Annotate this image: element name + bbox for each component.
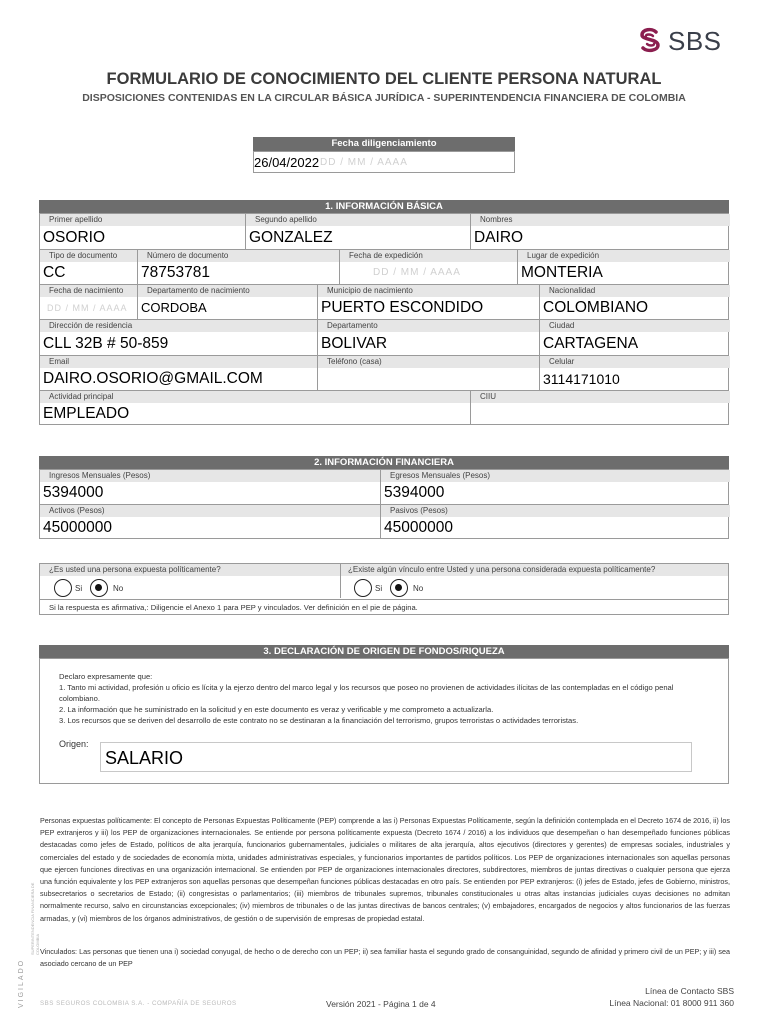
field-nombres[interactable]: DAIRO (474, 229, 524, 246)
fecha-diligenciamiento-box (253, 137, 515, 173)
fecha-diligenciamiento-label: Fecha diligenciamiento (253, 137, 515, 151)
field-segundo-apellido[interactable]: GONZALEZ (249, 229, 333, 246)
pep2-no-radio[interactable] (390, 579, 408, 597)
field-ciudad[interactable]: CARTAGENA (543, 335, 639, 352)
pep2-no-label: No (413, 584, 424, 593)
field-numero-documento[interactable]: 78753781 (141, 264, 210, 281)
label-email: Email (49, 357, 70, 366)
declaracion-item-3: 3. Los recursos que se deriven del desarrollo de este contrato no se destinaran a la financiación del terrorismo, grupos terroristas o actividades terroristas. (59, 716, 579, 725)
field-ingresos[interactable]: 5394000 (43, 484, 104, 501)
label-ciiu: CIIU (480, 392, 496, 401)
field-pasivos[interactable]: 45000000 (384, 519, 453, 536)
sbs-logo-icon (636, 26, 664, 54)
label-telefono: Teléfono (casa) (327, 357, 382, 366)
label-primer-apellido: Primer apellido (49, 215, 103, 224)
label-tipo-documento: Tipo de documento (49, 251, 118, 260)
label-nombres: Nombres (480, 215, 513, 224)
origen-field[interactable] (100, 742, 692, 772)
label-activos: Activos (Pesos) (49, 506, 105, 515)
field-departamento[interactable]: BOLIVAR (321, 335, 388, 352)
section-declaracion-title: 3. DECLARACIÓN DE ORIGEN DE FONDOS/RIQUEZA (39, 645, 729, 658)
pep-question-2: ¿Existe algún vínculo entre Usted y una persona considerada expuesta políticamente? (348, 565, 656, 574)
declaracion-item-1: 1. Tanto mi actividad, profesión u oficio es lícita y la ejerzo dentro del marco legal y los recursos que poseo no provienen de actividades ilícitas de las contempladas en el código penal colombiano. (59, 683, 674, 703)
page-title: FORMULARIO DE CONOCIMIENTO DEL CLIENTE PERSONA NATURAL (106, 70, 662, 88)
fecha-diligenciamiento-placeholder: DD / MM / AAAA (320, 157, 408, 168)
section-pep (39, 563, 729, 615)
pep-question-1: ¿Es usted una persona expuesta políticamente? (49, 565, 221, 574)
section-financiera-title: 2. INFORMACIÓN FINANCIERA (39, 456, 729, 469)
label-municipio-nacimiento: Municipio de nacimiento (327, 286, 413, 295)
label-ingresos: Ingresos Mensuales (Pesos) (49, 471, 151, 480)
field-tipo-documento[interactable]: CC (43, 264, 66, 281)
pep1-si-label: Si (75, 584, 83, 593)
label-segundo-apellido: Segundo apellido (255, 215, 317, 224)
pep2-si-label: Si (375, 584, 383, 593)
field-ciiu[interactable] (471, 403, 729, 425)
field-departamento-nacimiento[interactable]: CORDOBA (141, 300, 207, 315)
fecha-diligenciamiento-value: 26/04/2022 (254, 155, 320, 170)
section-informacion-financiera (39, 456, 729, 539)
origen-label: Origen: (59, 739, 89, 749)
label-fecha-nacimiento: Fecha de nacimiento (49, 286, 124, 295)
vigilado-label: VIGILADO (18, 958, 25, 1008)
company-name: SBS SEGUROS COLOMBIA S.A. - COMPAÑÍA DE SEGUROS (40, 1000, 237, 1007)
fecha-diligenciamiento-field[interactable] (253, 151, 515, 173)
label-ciudad: Ciudad (549, 321, 575, 330)
label-egresos: Egresos Mensuales (Pesos) (390, 471, 491, 480)
label-numero-documento: Número de documento (147, 251, 229, 260)
pep2-si-radio[interactable] (354, 579, 372, 597)
label-direccion-residencia: Dirección de residencia (49, 321, 133, 330)
declaracion-intro: Declaro expresamente que: (59, 672, 153, 681)
field-activos[interactable]: 45000000 (43, 519, 112, 536)
field-celular[interactable]: 3114171010 (543, 371, 620, 387)
field-telefono[interactable] (318, 368, 538, 390)
vinculados-definition: Vinculados: Las personas que tienen una i) sociedad conyugal, de hecho o de derecho con un PEP; ii) sea familiar hasta el segundo grado de consanguinidad, segundo de afinidad y primero civil de un PEP; y iii) sea asociado cercano de un PEP (40, 947, 730, 969)
pep-note: Si la respuesta es afirmativa,: Diligencie el Anexo 1 para PEP y vinculados. Ver definición en el pie de página. (49, 603, 418, 612)
label-pasivos: Pasivos (Pesos) (390, 506, 448, 515)
field-municipio-nacimiento[interactable]: PUERTO ESCONDIDO (321, 299, 484, 316)
sbs-logo-text: SBS (668, 26, 722, 56)
field-egresos[interactable]: 5394000 (384, 484, 445, 501)
pep1-no-label: No (113, 584, 124, 593)
field-email[interactable]: DAIRO.OSORIO@GMAIL.COM (43, 370, 263, 387)
contact-title: Línea de Contacto SBS (645, 986, 734, 996)
label-nacionalidad: Nacionalidad (549, 286, 596, 295)
contact-line: Línea Nacional: 01 8000 911 360 (609, 998, 734, 1008)
page-subtitle: DISPOSICIONES CONTENIDAS EN LA CIRCULAR BÁSICA JURÍDICA - SUPERINTENDENCIA FINANCIERA DE COLOMBIA (82, 92, 686, 104)
section-informacion-basica (39, 200, 729, 425)
field-actividad-principal[interactable]: EMPLEADO (43, 405, 130, 422)
label-departamento-nacimiento: Departamento de nacimiento (147, 286, 250, 295)
pep1-no-radio[interactable] (90, 579, 108, 597)
label-lugar-expedicion: Lugar de expedición (527, 251, 600, 260)
label-fecha-expedicion: Fecha de expedición (349, 251, 423, 260)
field-direccion-residencia[interactable]: CLL 32B # 50-859 (43, 335, 169, 352)
superintendencia-label: SUPERINTENDENCIA FINANCIERA DE COLOMBIA (30, 882, 40, 955)
field-fecha-nacimiento[interactable]: DD / MM / AAAA (47, 303, 128, 313)
field-nacionalidad[interactable]: COLOMBIANO (543, 299, 649, 316)
pep-definition: Personas expuestas políticamente: El concepto de Personas Expuestas Políticamente (PEP) comprende a las i) Personas Expuestas Políticamente, según la definición contemplada en el Decreto 1674 de 2016, ii) los PEP extranjeros y iii) los PEP de organizaciones internacionales. Se entiende por persona políticamente expuesta (Decreto 1674 / 2016) a los individuos que desempeñan o han desempeñado funciones públicas destacadas como jefes de Estado, políticos de alta jerarquía, funcionarios gubernamentales, judiciales o militares de alta jerarquía, altos ejecutivos (directores y gerentes) de empresas sociales, industriales y comerciales del estado y de sociedades de economía mixta, unidades administrativas especiales, y funcionarios importantes de partidos políticos. Los PEP de organizaciones internacionales son aquellas personas que ejercen funciones directivas en una organización internacional. Se entienden por PEP de organizaciones internacionales directores, subdirectores, miembros de juntas directivas o cualquier persona que ejerza una función equivalente y los PEP extranjeros son aquellas personas que desempeñan funciones públicas destacadas en otro país. Se entienden por PEP extranjeros: (i) jefes de Estado, jefes de Gobierno, ministros, subsecretarios o secretarios de Estado; (ii) congresistas o parlamentarios; (iii) miembros de tribunales supremos, tribunales constitucionales u otras altas instancias judiciales cuyas decisiones no admitan normalmente recurso, salvo en circunstancias excepcionales; (iv) miembros de tribunales o de las juntas directivas de bancos centrales; (v) embajadores, encargados de negocios y altos funcionarios de las fuerzas armadas, y (vi) miembros de los órganos administrativos, de gestión o de supervisión de empresas de propiedad estatal. (40, 816, 730, 923)
origen-value: SALARIO (105, 748, 184, 768)
section-basica-title: 1. INFORMACIÓN BÁSICA (39, 200, 729, 213)
field-fecha-expedicion[interactable]: DD / MM / AAAA (373, 267, 461, 278)
field-lugar-expedicion[interactable]: MONTERIA (521, 264, 603, 281)
label-celular: Celular (549, 357, 575, 366)
label-departamento: Departamento (327, 321, 378, 330)
pep1-si-radio[interactable] (54, 579, 72, 597)
section-declaracion (39, 645, 729, 784)
label-actividad-principal: Actividad principal (49, 392, 114, 401)
version-page: Versión 2021 - Página 1 de 4 (326, 999, 436, 1009)
declaracion-item-2: 2. La información que he suministrado en la solicitud y en este documento es veraz y verificable y me comprometo a actualizarla. (59, 705, 494, 714)
field-primer-apellido[interactable]: OSORIO (43, 229, 106, 246)
